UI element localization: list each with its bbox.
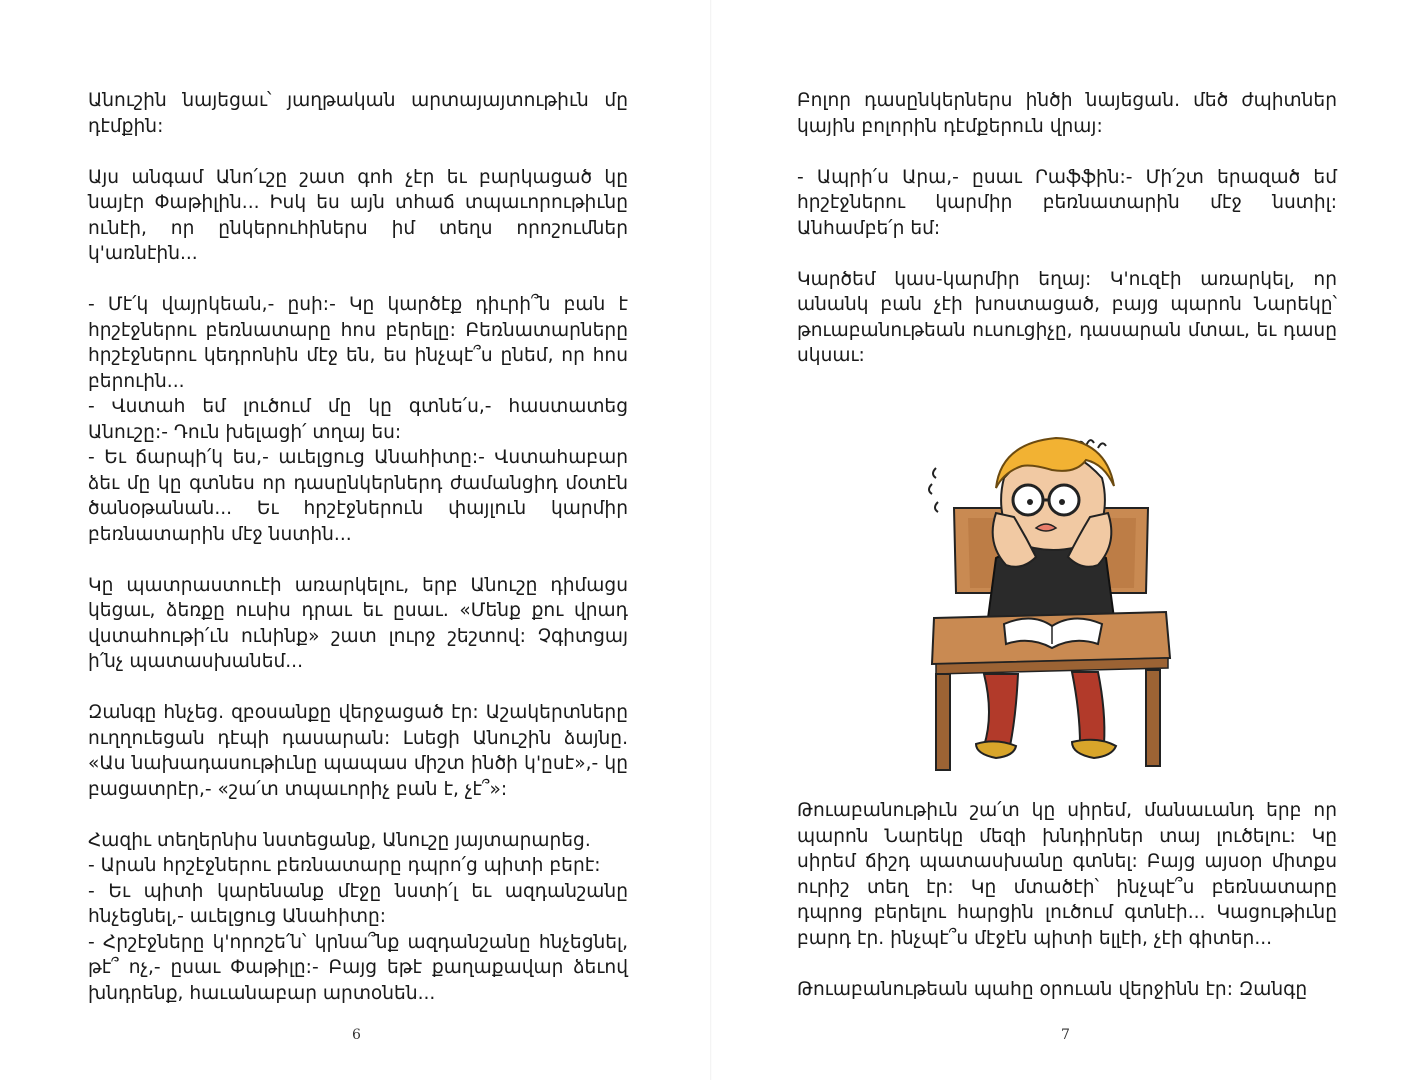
paragraph: - Ապրի՛ս Արա,- ըսաւ Րաֆֆին:- Մի՛շտ երազած եմ հրշէջներու կարմիր բեռնատարին մէջ նստիլ: Անհամբե՛ր եմ: [797,166,1337,239]
worried-boy-illustration [916,418,1186,778]
paragraph: Զանգը հնչեց. զբօսանքը վերջացած էր: Աշակերտները ուղղուեցան դէպի դասարան: Լսեցի Անուշին ձայնը. «Աս նախադասութիւնը պապաս միշտ ինծի կ'ըսէ»,- կը բացատրէր,- «շա՛տ տպաւորիչ բան է, չէ՞»: [88,702,628,800]
right-text-column-top [797,88,1337,369]
page-number-left: 6 [352,1027,361,1043]
right-page [711,0,1422,1080]
left-text-column [88,88,628,1006]
right-text-column-bottom [797,798,1337,1002]
paragraph: Այս անգամ Անո՛ւշը շատ գոհ չէր եւ բարկացած կը նայէր Փաթիլին... Իսկ ես այն տհաճ տպաւորութիւնը ունէի, որ ընկերուհիներս իմ տեղս որոշումներ կ'առնէին... [88,166,628,264]
paragraph: Թուաբանութիւն շա՛տ կը սիրեմ, մանաւանդ երբ որ պարոն Նարեկը մեզի խնդիրներ տայ լուծելու: Կը սիրեմ ճիշդ պատասխանը գտնել: Բայց այսօր միտքս ուրիշ տեղ էր: Կը մտածէի՝ ինչպէ՞ս բեռնատարը դպրոց բերելու հարցին լուծում գտնէի... Կացութիւնը բարդ էր. ինչպէ՞ս մէջէն պիտի ելլէի, չէի գիտեր... [797,800,1337,949]
paragraph: Բոլոր դասընկերներս ինծի նայեցան. մեծ ժպիտներ կային բոլորին դէմքերուն վրայ: [797,90,1337,137]
paragraph: - Մէ՛կ վայրկեան,- ըսի:- Կը կարծէք դիւրի՞ն բան է հրշէջներու բեռնատարը հոս բերելը: Բեռնատարները հրշէջներու կեդրոնին մէջ են, ես ինչպէ՞ս ընեմ, որ հոս բերուին... - Վստահ եմ լուծում մը կը գտնե՛ս,- հաստատեց Անուշը:- Դուն խելացի՛ տղայ ես: - Եւ ճարպի՛կ ես,- աւելցուց Անահիտը:- Վստահաբար ձեւ մը կը գտնես որ դասընկերներդ ժամանցիդ մօտէն ծանօթանան... Եւ հրշէջներուն փայլուն կարմիր բեռնատարին մէջ նստին... [88,294,628,545]
paragraph: Թուաբանութեան պահը օրուան վերջինն էր: Զանգը [797,978,1308,1000]
page-number-right: 7 [1061,1027,1070,1043]
paragraph: Կարծեմ կաս-կարմիր եղայ: Կ'ուզէի առարկել, որ անանկ բան չէի խոստացած, բայց պարոն Նարեկը՝ թուաբանութեան ուսուցիչը, դասարան մտաւ, եւ դասը սկսաւ: [797,268,1337,366]
paragraph: Կը պատրաստուէի առարկելու, երբ Անուշը դիմացս կեցաւ, ձեռքը ուսիս դրաւ եւ ըսաւ. «Մենք քու վրադ վստահութի՛ւն ունինք» շատ լուրջ շեշտով: Չգիտցայ ի՛նչ պատասխանեմ... [88,574,628,672]
paragraph: Անուշին նայեցաւ՝ յաղթական արտայայտութիւն մը դէմքին: [88,90,628,137]
paragraph: Հազիւ տեղերնիս նստեցանք, Անուշը յայտարարեց. - Արան հրշէջներու բեռնատարը դպրո՛ց պիտի բերէ: - Եւ պիտի կարենանք մէջը նստի՛լ եւ ազդանշանը հնչեցնել,- աւելցուց Անահիտը: - Հրշէջները կ'որոշե՛ն՝ կրնա՞նք ազդանշանը հնչեցնել, թէ՞ ոչ,- ըսաւ Փաթիլը:- Բայց եթէ քաղաքավար ձեւով խնդրենք, հաւանաբար արտօնեն... [88,829,628,1004]
